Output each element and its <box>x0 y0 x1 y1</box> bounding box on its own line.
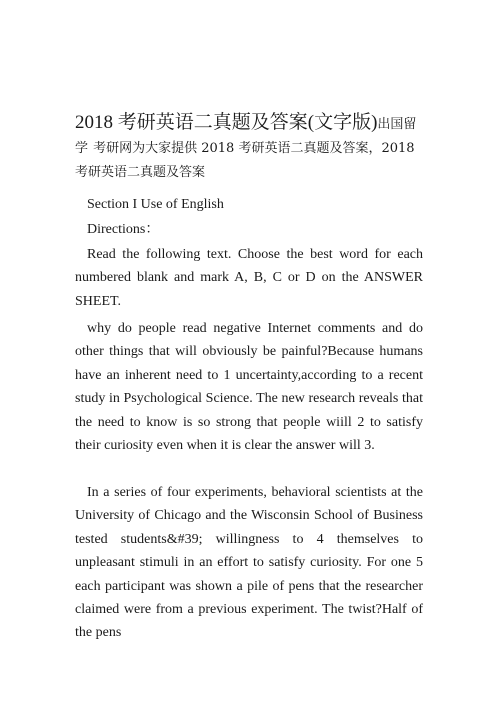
paragraph-instructions: Read the following text. Choose the best word for each numbered blank and mark A, B, C or D on the ANSWER SHEET. <box>75 247 423 309</box>
paragraph-passage-1: why do people read negative Internet comments and do other things that will obviously be painful?Because humans have an inherent need to 1 uncertainty,according to a recent study in Psychological Science. The new research reveals that the need to know is so strong that people wiill 2 to satisfy their curiosity even when it is clear the answer will 3. <box>75 321 423 454</box>
directions-label: Directions： <box>87 222 160 237</box>
paragraph-passage-2: In a series of four experiments, behavioral scientists at the University of Chicago and the Wisconsin School of Business tested students&#39; willingness to 4 themselves to unpleasant stimuli in an effort to satisfy curiosity. For one 5 each participant was shown a pile of pens that the researcher claimed were from a previous experiment. The twist?Half of the pens <box>75 485 423 641</box>
document-title-block <box>75 112 425 184</box>
document-title: 2018 考研英语二真题及答案(文字版) <box>75 112 378 133</box>
document-subtitle: 考研网为大家提供 2018 考研英语二真题及答案，2018 考研英语二真题及答案 <box>75 141 415 180</box>
section-heading: Section I Use of English <box>87 197 224 212</box>
document-title-tail: 出国留学 <box>75 117 417 156</box>
